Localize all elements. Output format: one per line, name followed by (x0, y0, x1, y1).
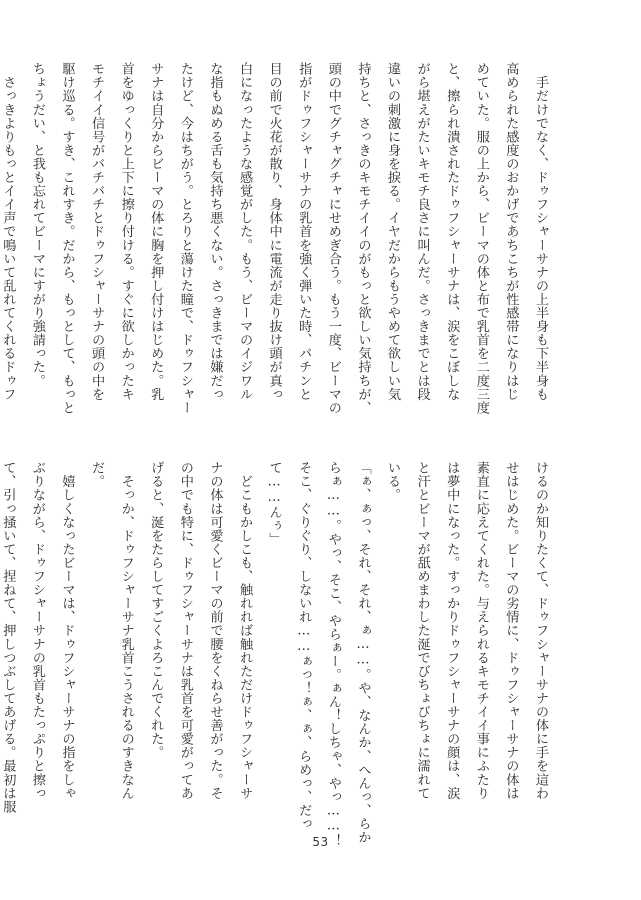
text-line: たけど、今はちがう。とろりと蕩けた瞳で、ドゥフシャー (177, 62, 193, 415)
text-line: どこもかしこも、触れれば触れただけドゥフシャーサ (237, 461, 253, 800)
text-line: いる。 (385, 461, 401, 502)
text-line: 「ぁ、ぁっ、それ、それ、ぁ……。や、なんか、へんっ、らか (355, 461, 371, 844)
text-line: めていた。服の上から、ビーマの体と布で乳首を二度三度 (473, 62, 489, 415)
text-line: 違いの刺激に身を捩る。イヤだからもうやめて欲しい気 (385, 62, 401, 401)
text-line: て、引っ掻いて、捏ねて、押しつぶしてあげる。最初は服 (0, 461, 16, 814)
text-line: 素直に応えてくれた。与えられるキモチイイ事にふたり (473, 461, 489, 800)
text-line: そっか、ドゥフシャーサナ乳首こうされるのすきなん (118, 461, 134, 800)
text-line: がら堪えがたいキモチ良さに叫んだ。さっきまでとは段 (414, 62, 430, 401)
text-line: 白になったような感覚がした。もう、ビーマのイジワル (237, 62, 253, 401)
text-line: は夢中になった。すっかりドゥフシャーサナの顔は、涙 (444, 461, 460, 800)
text-line: 指がドゥフシャーサナの乳首を強く弾いた時、バチンと (296, 62, 312, 401)
text-line: ちょうだい、と我も忘れてビーマにすがり強請った。 (29, 62, 45, 388)
text-block-top (0, 62, 555, 422)
text-line: 手だけでなく、ドゥフシャーサナの上半身も下半身も (533, 62, 548, 401)
text-line: て……んぅ」 (266, 461, 282, 546)
text-line: せはじめた。ビーマの劣情に、ドゥフシャーサナの体は (503, 461, 519, 800)
text-line: らぁ……。やっ、そこ、やらぁー。ぁん！しちゃ、やっ……！ (325, 461, 341, 848)
text-line: さっきよりもっとイイ声で鳴いて乱れてくれるドゥフ (0, 62, 16, 401)
text-line: けるのか知りたくて、ドゥフシャーサナの体に手を這わ (533, 461, 548, 800)
text-line: ぶりながら、ドゥフシャーサナの乳首もたっぷりと擦っ (29, 461, 45, 800)
text-line: 頭の中でグチャグチャにせめぎ合う。もう一度、ビーマの (325, 62, 341, 415)
text-line: 嬉しくなったビーマは、ドゥフシャーサナの指をしゃ (59, 461, 75, 800)
text-line: 持ちと、さっきのキモチイイのがもっと欲しい気持ちが、 (355, 62, 371, 415)
text-line: モチイイ信号がバチバチとドゥフシャーサナの頭の中を (89, 62, 105, 401)
text-line: げると、涎をたらしてすごくよろこんでくれた。 (148, 461, 164, 760)
text-line: な指もぬめる舌も気持ち悪くない。さっきまでは嫌だっ (207, 62, 223, 401)
text-line: サナは自分からビーマの体に胸を押し付けはじめた。乳 (148, 62, 164, 401)
text-line: と汗とビーマが舐めまわした涎でびちょびちょに濡れて (414, 461, 430, 800)
text-line: 首をゆっくりと上下に擦り付ける。すぐに欲しかったキ (118, 62, 134, 401)
text-line: の中でも特に、ドゥフシャーサナは乳首を可愛がってあ (177, 461, 193, 800)
page-number: 53 (312, 835, 329, 849)
text-line: 目の前で火花が散り、身体中に電流が走り抜け頭が真っ (266, 62, 282, 401)
text-line: だ。 (89, 461, 105, 489)
text-line: そこ、ぐりぐり、しないれ……ぁっ！ぁ、ぁ、らめっ、だっ (296, 461, 312, 831)
text-line: 駆け巡る。すき、これすき。だから、もっとして、もっと (59, 62, 75, 415)
text-line: 高められた感度のおかげであちこちが性感帯になりはじ (503, 62, 519, 401)
text-line: ナの体は可愛くビーマの前で腰をくねらせ善がった。そ (207, 461, 223, 800)
text-line: と、擦られ潰されたドゥフシャーサナは、涙をこぼしな (444, 62, 460, 401)
